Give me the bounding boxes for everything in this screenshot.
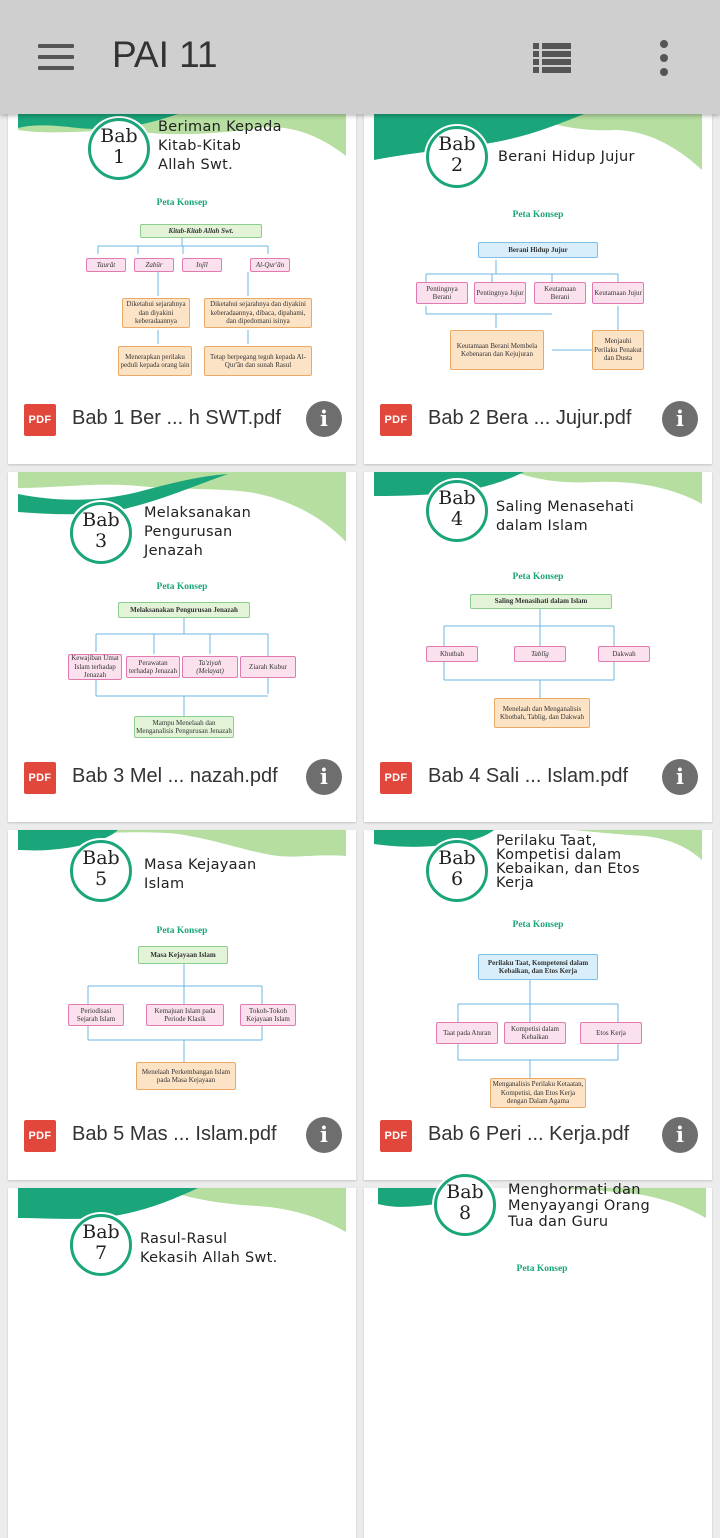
concept-box: Keutamaan Berani Membela Kebenaran dan Kejujuran <box>450 330 544 370</box>
chapter-badge-word: Bab <box>100 125 138 147</box>
concept-box: Taurāt <box>86 258 126 272</box>
chapter-badge <box>426 126 488 188</box>
chapter-badge-word: Bab <box>82 509 120 531</box>
file-footer <box>364 754 712 800</box>
info-icon[interactable]: i <box>662 1117 698 1153</box>
concept-box: Pentingnya Jujur <box>474 282 526 304</box>
pdf-thumbnail <box>18 114 346 374</box>
chapter-title <box>498 148 635 167</box>
chapter-badge <box>434 1174 496 1236</box>
concept-map-heading: Peta Konsep <box>512 572 564 582</box>
concept-box: Berani Hidup Jujur <box>478 242 598 258</box>
concept-box: Perilaku Taat, Kompetensi dalam Kebaikan, dan Etos Kerja <box>478 954 598 980</box>
file-name: Bab 4 Sali ... Islam.pdf <box>428 765 629 787</box>
chapter-title <box>144 856 257 894</box>
file-card[interactable] <box>8 1188 356 1538</box>
concept-box: Diketahui sejarahnya dan diyakini keberadaannya <box>122 298 190 328</box>
file-name: Bab 3 Mel ... nazah.pdf <box>72 765 278 787</box>
file-footer <box>8 1112 356 1158</box>
concept-box: Masa Kejayaan Islam <box>138 946 228 964</box>
file-name: Bab 5 Mas ... Islam.pdf <box>72 1123 277 1145</box>
pdf-file-icon: PDF <box>24 762 56 794</box>
chapter-title-line: Pengurusan <box>144 524 233 540</box>
concept-box: Mampu Menelaah dan Menganalisis Pengurusan Jenazah <box>134 716 234 738</box>
concept-map-heading: Peta Konsep <box>516 1264 568 1274</box>
chapter-badge-number: 4 <box>450 508 464 530</box>
file-card[interactable] <box>364 114 712 464</box>
chapter-title-line: Rasul-Rasul <box>140 1231 228 1247</box>
chapter-title <box>496 834 640 890</box>
chapter-badge-word: Bab <box>82 847 120 869</box>
concept-box: Ta'ziyah (Melayat) <box>182 656 238 678</box>
file-grid <box>0 114 720 1280</box>
app-bar <box>0 0 720 114</box>
chapter-badge <box>88 118 150 180</box>
pdf-thumbnail <box>374 114 702 374</box>
concept-box: Saling Menasihati dalam Islam <box>470 594 612 609</box>
chapter-badge <box>70 840 132 902</box>
file-card[interactable] <box>8 830 356 1180</box>
chapter-title-line: Kitab-Kitab <box>158 138 242 154</box>
chapter-badge-word: Bab <box>438 133 476 155</box>
concept-map-heading: Peta Konsep <box>512 210 564 220</box>
file-name: Bab 2 Bera ... Jujur.pdf <box>428 407 632 429</box>
pdf-file-icon: PDF <box>24 404 56 436</box>
chapter-title-line: Berani Hidup Jujur <box>498 149 635 165</box>
file-card[interactable] <box>8 114 356 464</box>
concept-box: Menelaah dan Menganalisis Khotbah, Tablig, dan Dakwah <box>494 698 590 728</box>
info-icon[interactable]: i <box>662 401 698 437</box>
concept-box: Khutbah <box>426 646 478 662</box>
info-icon[interactable]: i <box>662 759 698 795</box>
concept-map-heading: Peta Konsep <box>156 926 208 936</box>
chapter-title-line: dalam Islam <box>496 518 588 534</box>
chapter-badge <box>426 480 488 542</box>
concept-box: Kompetisi dalam Kebaikan <box>504 1022 566 1044</box>
list-view-icon[interactable] <box>533 43 571 73</box>
chapter-badge-number: 1 <box>112 146 126 168</box>
pdf-file-icon: PDF <box>24 1120 56 1152</box>
file-card[interactable] <box>364 1181 712 1538</box>
chapter-title-line: Melaksanakan <box>144 505 252 521</box>
file-footer <box>364 1112 712 1158</box>
chapter-badge-word: Bab <box>82 1221 120 1243</box>
more-vert-icon[interactable] <box>655 40 673 76</box>
chapter-title <box>508 1182 650 1230</box>
chapter-badge-number: 8 <box>458 1202 472 1224</box>
page-title: PAI 11 <box>112 34 218 75</box>
decorative-header <box>18 1188 346 1448</box>
chapter-title-line: Kompetisi dalam <box>496 847 622 863</box>
concept-box: Kitab-Kitab Allah Swt. <box>140 224 262 238</box>
pdf-file-icon: PDF <box>380 404 412 436</box>
pdf-thumbnail <box>374 472 702 732</box>
chapter-title-line: Kerja <box>496 875 535 891</box>
chapter-title-line: Perilaku Taat, <box>496 833 597 849</box>
concept-box: Taat pada Aturan <box>436 1022 498 1044</box>
concept-box: Keutamaan Jujur <box>592 282 644 304</box>
chapter-badge-number: 7 <box>94 1242 108 1264</box>
concept-map-heading: Peta Konsep <box>156 198 208 208</box>
info-icon[interactable]: i <box>306 401 342 437</box>
pdf-thumbnail <box>374 830 702 1106</box>
concept-map-heading: Peta Konsep <box>512 920 564 930</box>
concept-box: Perawatan terhadap Jenazah <box>126 656 180 678</box>
concept-box: Periodisasi Sejarah Islam <box>68 1004 124 1026</box>
concept-box: Zabūr <box>134 258 174 272</box>
file-footer <box>8 396 356 442</box>
concept-box: Injīl <box>182 258 222 272</box>
file-footer <box>8 754 356 800</box>
concept-box: Ziarah Kubur <box>240 656 296 678</box>
concept-box: Diketahui sejarahnya dan diyakini keberadaannya, dibaca, dipahami, dan dipedomani isinya <box>204 298 312 328</box>
chapter-title-line: Beriman Kepada <box>158 119 282 135</box>
chapter-title-line: Kebaikan, dan Etos <box>496 861 640 877</box>
chapter-title-line: Tua dan Guru <box>508 1214 609 1230</box>
concept-box: Kewajiban Umat Islam terhadap Jenazah <box>68 654 122 680</box>
pdf-thumbnail <box>18 830 346 1090</box>
chapter-badge <box>70 502 132 564</box>
chapter-title-line: Saling Menasehati <box>496 499 635 515</box>
concept-box: Al-Qur'ān <box>250 258 290 272</box>
chapter-badge-number: 2 <box>450 154 464 176</box>
file-card[interactable] <box>364 830 712 1180</box>
info-icon[interactable]: i <box>306 759 342 795</box>
chapter-title <box>158 118 282 175</box>
pdf-file-icon: PDF <box>380 762 412 794</box>
concept-box: Etos Kerja <box>580 1022 642 1044</box>
pdf-thumbnail <box>18 472 346 735</box>
concept-box: Tablīg <box>514 646 566 662</box>
chapter-badge-word: Bab <box>438 487 476 509</box>
concept-box: Kemajuan Islam pada Periode Klasik <box>146 1004 224 1026</box>
chapter-title-line: Menyayangi Orang <box>508 1198 651 1214</box>
concept-box: Keutamaan Berani <box>534 282 586 304</box>
chapter-badge-word: Bab <box>438 847 476 869</box>
file-name: Bab 1 Ber ... h SWT.pdf <box>72 407 281 429</box>
chapter-badge <box>426 840 488 902</box>
pdf-thumbnail <box>18 1188 346 1448</box>
concept-box: Menjauhi Perilaku Penakut dan Dusta <box>592 330 644 370</box>
chapter-badge-number: 6 <box>450 868 464 890</box>
file-card[interactable] <box>8 472 356 822</box>
chapter-badge-word: Bab <box>446 1181 484 1203</box>
chapter-badge <box>70 1214 132 1276</box>
chapter-title-line: Kekasih Allah Swt. <box>140 1250 278 1266</box>
concept-box: Menerapkan perilaku peduli kepada orang lain <box>118 346 192 376</box>
concept-box: Menganalisis Perilaku Ketaatan, Kompetisi, dan Etos Kerja dengan Dalam Agama <box>490 1078 586 1108</box>
file-footer <box>364 396 712 442</box>
chapter-title-line: Jenazah <box>144 543 204 559</box>
pdf-file-icon: PDF <box>380 1120 412 1152</box>
info-icon[interactable]: i <box>306 1117 342 1153</box>
file-name: Bab 6 Peri ... Kerja.pdf <box>428 1123 630 1145</box>
chapter-badge-number: 5 <box>94 868 108 890</box>
concept-map-heading: Peta Konsep <box>156 582 208 592</box>
concept-box: Melaksanakan Pengurusan Jenazah <box>118 602 250 618</box>
concept-box: Dakwah <box>598 646 650 662</box>
chapter-badge-number: 3 <box>94 530 108 552</box>
chapter-title <box>140 1230 278 1268</box>
chapter-title <box>144 504 251 561</box>
chapter-title-line: Masa Kejayaan <box>144 857 257 873</box>
concept-box: Pentingnya Berani <box>416 282 468 304</box>
file-card[interactable] <box>364 472 712 822</box>
pdf-thumbnail <box>378 1181 706 1448</box>
concept-box: Tetap berpegang teguh kepada Al-Qur'ān dan sunah Rasul <box>204 346 312 376</box>
chapter-title <box>496 498 634 536</box>
concept-box: Tokoh-Tokoh Kejayaan Islam <box>240 1004 296 1026</box>
chapter-title-line: Islam <box>144 876 185 892</box>
chapter-title-line: Allah Swt. <box>158 157 234 173</box>
menu-icon[interactable] <box>38 44 74 70</box>
chapter-title-line: Menghormati dan <box>508 1182 641 1198</box>
concept-box: Menelaah Perkembangan Islam pada Masa Kejayaan <box>136 1062 236 1090</box>
